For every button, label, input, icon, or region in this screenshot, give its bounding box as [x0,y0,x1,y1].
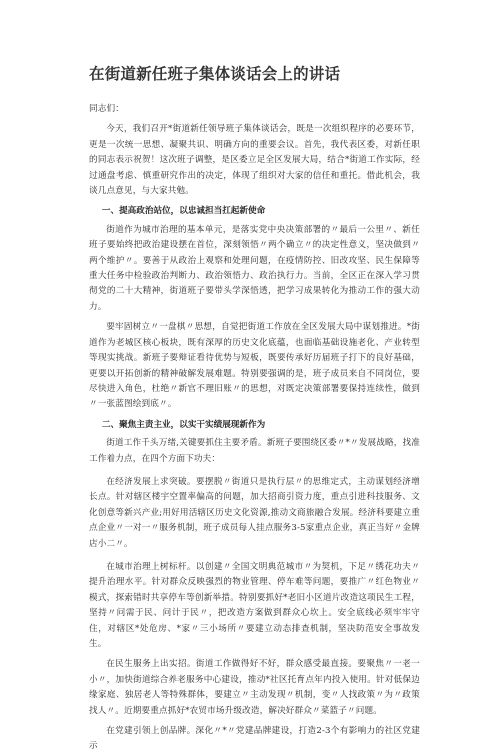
section1-paragraph: 要牢固树立〃一盘棋〃思想，自觉把街道工作放在全区发展大局中谋划推进。*街道作为老城区核心板块，既有深厚的历史文化底蕴，也面临基础设施老化、产业转型等现实挑战。新班子要辩证看待优势与短板，既要传承好历届班子打下的良好基础，更要以开拓创新的精神破解发展难题。特别要强调的是，班子成员来自不同岗位，要尽快进入角色，杜绝〃新官不理旧账〃的思想，对既定决策部署要保持连续性，做到〃一张蓝图绘到底〃。 [89,322,420,410]
section2-paragraph: 在城市治理上树标杆。以创建〃全国文明典范城市〃为契机，下足〃绣花功夫〃提升治理水平。针对群众反映强烈的物业管理、停车难等问题，要推广〃红色物业〃模式，探索错时共享停车等创新举措。特别要抓好*老旧小区道片改造这项民生工程，坚持〃问需于民、问计于民〃，把改造方案做到群众心坎上。安全底线必须牢牢守住，对辖区*处危房、*家〃三小场所〃要建立动态排查机制，坚决防范安全事故发生。 [89,561,420,649]
section2-paragraph: 在民生服务上出实招。街道工作做得好不好，群众感受最直接。要聚焦〃一老一小〃，加快街道综合养老服务中心建设，推动*社区托育点年内投入使用。针对低保边缘家庭、独居老人等特殊群体，要建立〃主动发现〃机制，变〃人找政策〃为〃政策找人〃。近期要重点抓好*农贸市场升级改造，解决好群众〃菜篮子〃问题。 [89,659,420,716]
section-heading-1: 一、提高政治站位，以忠诚担当扛起新使命 [101,206,266,217]
section2-paragraph: 街道工作千头万绪,关键要抓住主要矛盾。新班子要围绕区委〃*〃发展战略，找准工作着力点，在四个方面下功夫： [89,438,420,464]
section1-paragraph: 街道作为城市治理的基本单元，是落实党中央决策部署的〃最后一公里〃、新任班子要始终把政治建设摆在首位，深刻领悟〃两个确立〃的决定性意义，坚决做到〃两个维护〃。要善于从政治上观察和处理问题，在疫情防控、旧改攻坚、民生保障等重大任务中检验政治判断力、政治领悟力、政治执行力。当前，全区正在深入学习贯彻党的二十大精神，街道班子要带头学深悟透，把学习成果转化为推动工作的强大动力。 [89,224,420,312]
section-heading-2: 二、聚焦主责主业，以实干实绩展现新作为 [101,419,266,430]
section2-paragraph: 在党建引领上创品牌。深化〃*〃党建品牌建设，打造2-3个有影响力的社区党建示 [89,726,420,752]
salutation: 同志们： [89,104,124,114]
intro-paragraph: 今天，我们召开*街道新任领导班子集体谈话会，既是一次组织程序的必要环节，更是一次统一思想、凝聚共识、明确方向的重要会议。首先，我代表区委，对新任职的同志表示祝贺！这次班子调整，是区委立足全区发展大局，结合*街道工作实际，经过通盘考虑、慎重研究作出的决定，体现了组织对大家的信任和重托。借此机会，我谈几点意见，与大家共勉。 [89,124,420,197]
page-title: 在街道新任班子集体谈话会上的讲话 [89,65,341,83]
section2-paragraph: 在经济发展上求突破。要摆脱〃街道只是执行层〃的思维定式，主动谋划经济增长点。针对辖区楼宇空置率偏高的问题，加大招商引资力度，重点引进科技服务、文化创意等新兴产业;用好用活辖区历史文化资源,推动文商旅融合发展。经济科要建立重点企业〃一对一〃服务机制，班子成员每人挂点服务3-5家重点企业，真正当好〃金牌店小二〃。 [89,476,420,549]
